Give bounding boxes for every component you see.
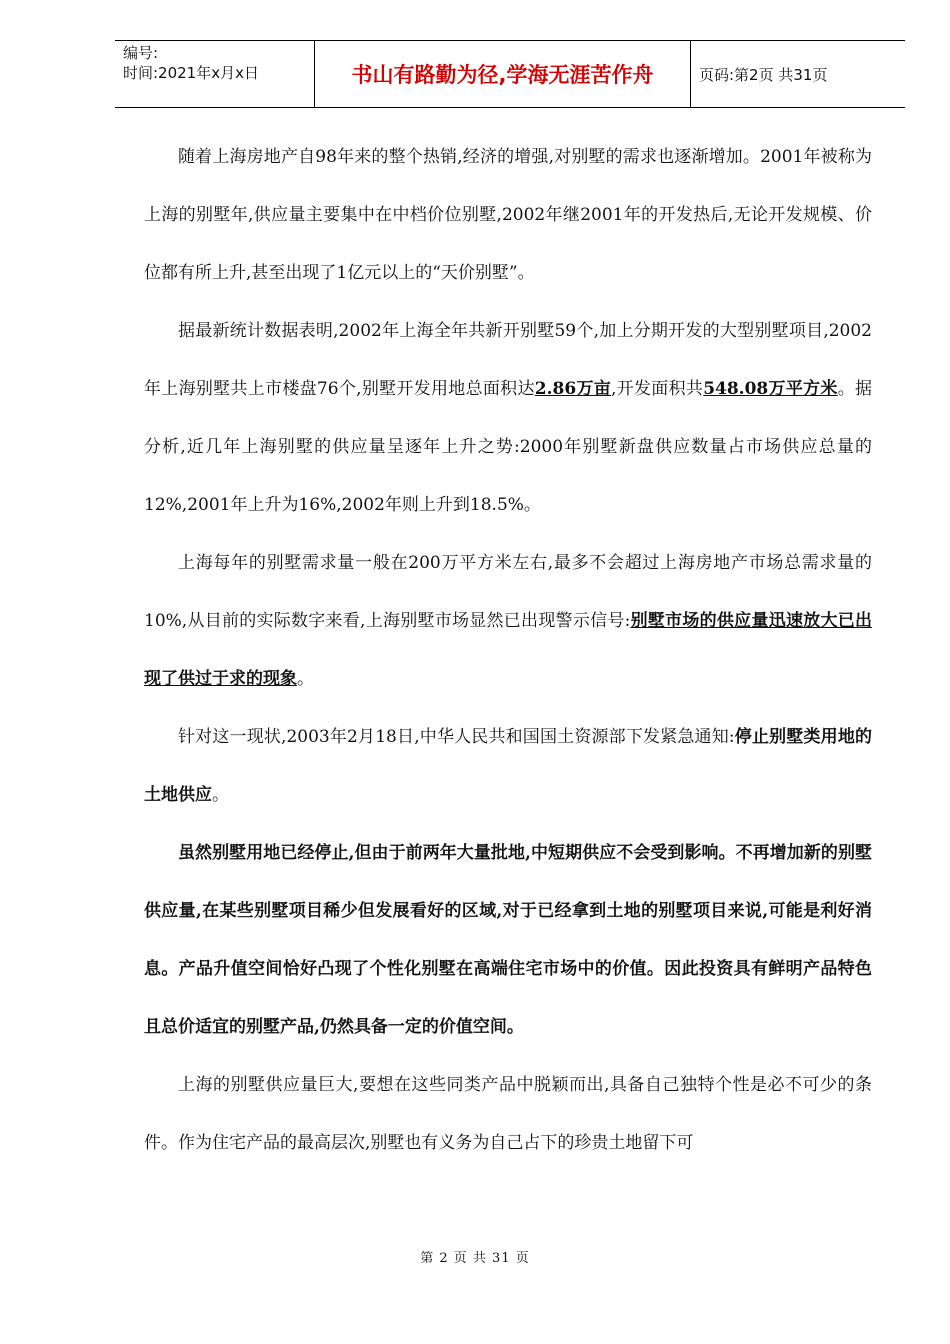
paragraph-4-end: 。: [212, 785, 229, 805]
header-motto: 书山有路勤为径,学海无涯苦作舟: [315, 41, 691, 107]
document-body: [144, 128, 872, 1172]
paragraph-3-end: 。: [297, 669, 314, 689]
number-label: 编号:: [123, 44, 159, 62]
paragraph-4: [144, 708, 872, 824]
page-footer: 第 2 页 共 31 页: [420, 1251, 530, 1266]
header-meta: [115, 41, 315, 107]
paragraph-2-text-b: ,开发面积共: [611, 379, 704, 399]
time-label: 时间:2021年x月x日: [123, 64, 259, 82]
paragraph-4-text-a: 针对这一现状,2003年2月18日,中华人民共和国国土资源部下发紧急通知:: [178, 727, 735, 747]
land-supply-stop-highlight: 停止别墅类用地的土地供应: [144, 727, 873, 805]
land-area-value: 2.86万亩: [534, 379, 612, 399]
paragraph-2-text-c: 。据分析,近几年上海别墅的供应量呈逐年上升之势:2000年别墅新盘供应数量占市场供应总量的12%,2001年上升为16%,2002年则上升到18.5%。: [144, 379, 873, 515]
header-page-info: 页码:第2页 共31页: [699, 65, 828, 84]
paragraph-2: [144, 302, 872, 534]
paragraph-3-text-a: 上海每年的别墅需求量一般在200万平方米左右,最多不会超过上海房地产市场总需求量的10%,从目前的实际数字来看,上海别墅市场显然已出现警示信号:: [144, 553, 872, 631]
paragraph-2-text-a: 据最新统计数据表明,2002年上海全年共新开别墅59个,加上分期开发的大型别墅项目,2002年上海别墅共上市楼盘76个,别墅开发用地总面积达: [144, 321, 872, 399]
paragraph-1: 随着上海房地产自98年来的整个热销,经济的增强,对别墅的需求也逐渐增加。2001年被称为上海的别墅年,供应量主要集中在中档价位别墅,2002年继2001年的开发热后,无论开发规模、价位都有所上升,甚至出现了1亿元以上的“天价别墅”。: [144, 147, 872, 283]
paragraph-6: 上海的别墅供应量巨大,要想在这些同类产品中脱颖而出,具备自己独特个性是必不可少的条件。作为住宅产品的最高层次,别墅也有义务为自己占下的珍贵土地留下可: [144, 1075, 872, 1153]
page-header: [115, 40, 905, 108]
development-area-value: 548.08万平方米: [703, 379, 838, 399]
paragraph-3: [144, 534, 872, 708]
oversupply-highlight: 别墅市场的供应量迅速放大已出现了供过于求的现象: [144, 611, 873, 689]
paragraph-5: 虽然别墅用地已经停止,但由于前两年大量批地,中短期供应不会受到影响。不再增加新的别墅供应量,在某些别墅项目稀少但发展看好的区域,对于已经拿到土地的别墅项目来说,可能是利好消息。产品升值空间恰好凸现了个性化别墅在高端住宅市场中的价值。因此投资具有鲜明产品特色且总价适宜的别墅产品,仍然具备一定的价值空间。: [144, 843, 872, 1037]
